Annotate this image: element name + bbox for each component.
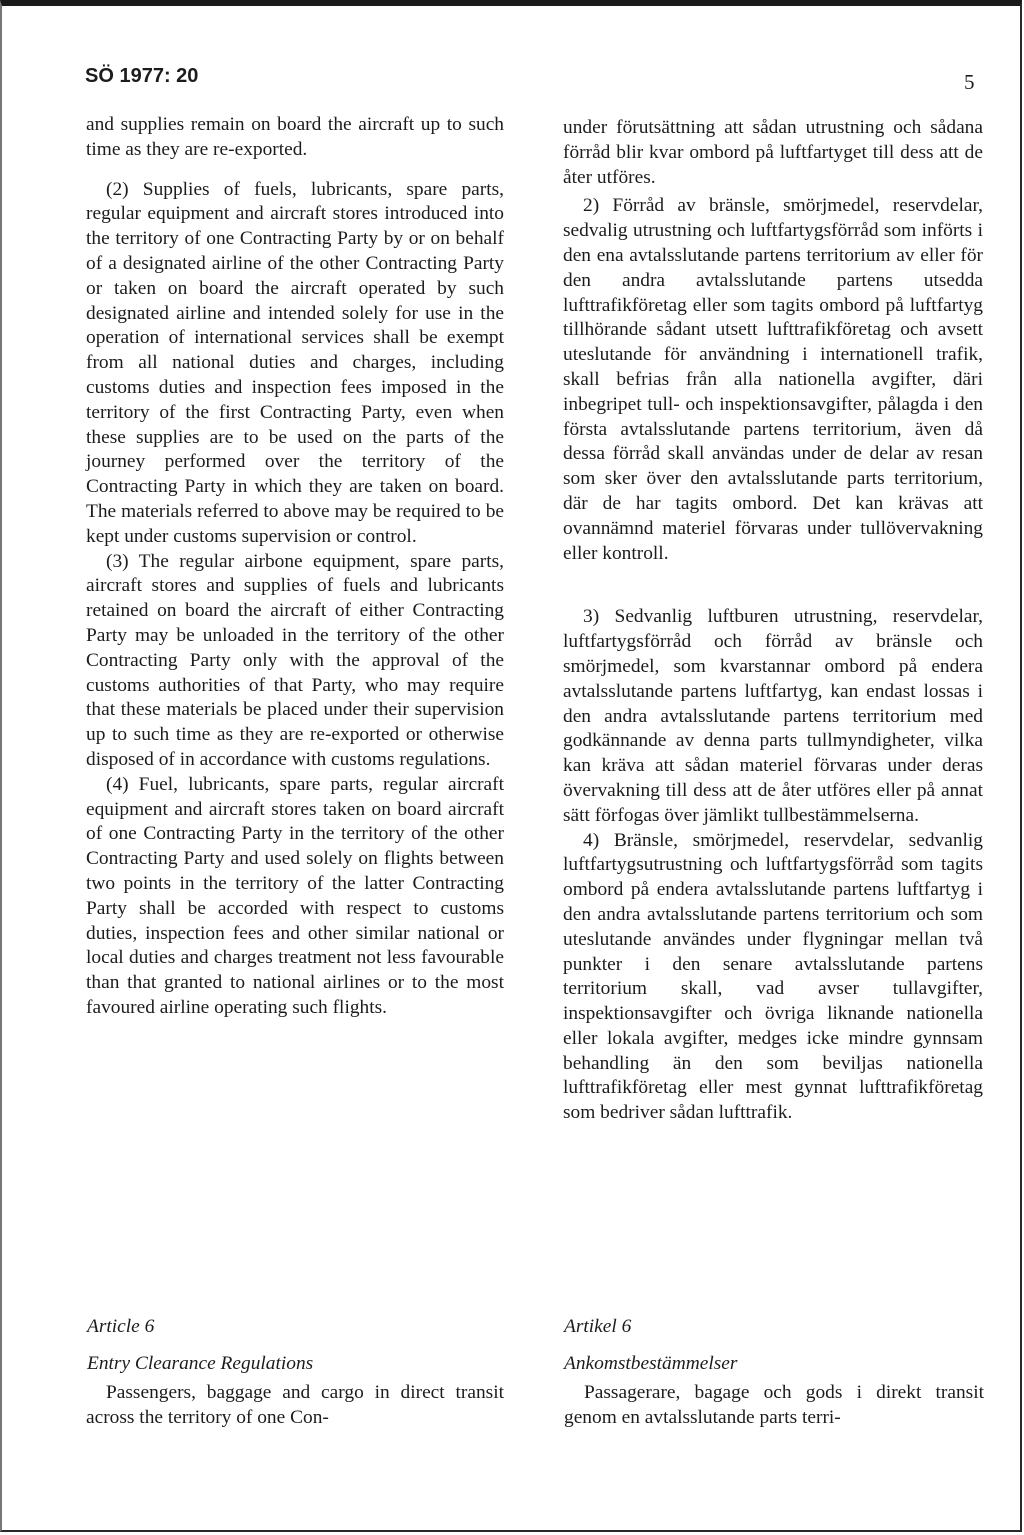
swedish-column (563, 116, 983, 1126)
english-column (86, 113, 504, 1021)
english-paragraph-1: and supplies remain on board the aircraft up to such time as they are re-exported. (86, 114, 504, 160)
english-article-title: Article 6 (87, 1316, 155, 1337)
english-paragraph-4: (4) Fuel, lubricants, spare parts, regular aircraft equipment and aircraft stores taken on board aircraft of one Contracting Party in the territory of the other Contracting Party and used solely on flights between two points in the territory of the latter Contracting Party shall be accorded with respect to customs duties, inspection fees and other similar national or local duties and charges treatment not less favourable than that granted to national airlines or to the most favoured airline operating such flights. (86, 773, 504, 1018)
swedish-paragraph-2: 2) Förråd av bränsle, smörjmedel, reservdelar, sedvalig utrustning och luftfartygsförråd som införts i den ena avtalsslutande partens territorium av eller för den andra avtalsslutande partens utsedda lufttrafikföretag eller som tagits ombord på luftfartyg tillhörande sådant utsett lufttrafikföretag och avsett uteslutande för användning i internationell trafik, skall befrias från alla nationella avgifter, däri inbegripet tull- och inspektionsavgifter, pålagda i den första avtalsslutande partens territorium, även då dessa förråd skall användas under de delar av resan som sker över den avtalsslutande parts territorium, där de har tagits ombord. Det kan krävas att ovannämnd materiel förvaras under tullövervakning eller kontroll. (563, 195, 983, 564)
english-paragraph-2: (2) Supplies of fuels, lubricants, spare parts, regular equipment and aircraft stores introduced into the territory of one Contracting Party by or on behalf of a designated airline of the other Contracting Party or taken on board the aircraft operated by such designated airline and intended solely for use in the operation of international services shall be exempt from all national duties and charges, including customs duties and inspection fees imposed in the territory of the first Contracting Party, even when these supplies are to be used on the parts of the journey performed over the territory of the Contracting Party in which they are taken on board. The materials referred to above may be required to be kept under customs supervision or control. (86, 178, 504, 547)
swedish-article-text: Passagerare, bagage och gods i direkt transit genom en avtalsslutande parts terri- (564, 1382, 984, 1428)
swedish-paragraph-4: 4) Bränsle, smörjmedel, reservdelar, sedvanlig luftfartygsutrustning och luftfartygsförråd som tagits ombord på endera avtalsslutande partens luftfartyg i den andra avtalsslutande partens territorium och som uteslutande användes under flygningar mellan två punkter i den senare avtalsslutande partens territorium skall, vad avser tullavgifter, inspektionsavgifter och övriga liknande nationella eller lokala avgifter, medges icke mindre gynnsam behandling än den som beviljas nationella lufttrafikföretag eller mest gynnat lufttrafikföretag som bedriver sådan lufttrafik. (563, 829, 983, 1124)
swedish-paragraph-3: 3) Sedvanlig luftburen utrustning, reservdelar, luftfartygsförråd och förråd av bränsle och smörjmedel, som kvarstannar ombord på endera avtalsslutande partens luftfartyg, kan endast lossas i den andra avtalsslutande partens territorium med godkännande av denna parts tullmyndigheter, vilka kan kräva att sådan materiel förvaras under deras övervakning till dess att de åter utföres eller på annat sätt förfogas över jämlikt tullbestämmelserna. (563, 606, 983, 826)
english-article-subtitle: Entry Clearance Regulations (87, 1353, 314, 1374)
swedish-article-title: Artikel 6 (564, 1316, 632, 1337)
document-reference: SÖ 1977: 20 (85, 65, 199, 87)
english-paragraph-3: (3) The regular airbone equipment, spare parts, aircraft stores and supplies of fuels and lubricants retained on board the aircraft of either Contracting Party may be unloaded in the territory of the other Contracting Party only with the approval of the customs authorities of that Party, who may require that these materials be placed under their supervision up to such time as they are re-exported or otherwise disposed of in accordance with customs regulations. (86, 550, 504, 770)
english-article-text: Passengers, baggage and cargo in direct transit across the territory of one Con- (86, 1382, 504, 1428)
page-number: 5 (964, 70, 975, 94)
swedish-article-subtitle: Ankomstbestämmelser (564, 1353, 738, 1374)
swedish-paragraph-1: under förutsättning att sådan utrustning och sådana förråd blir kvar ombord på luftfartyget till dess att de åter utföres. (563, 117, 983, 188)
